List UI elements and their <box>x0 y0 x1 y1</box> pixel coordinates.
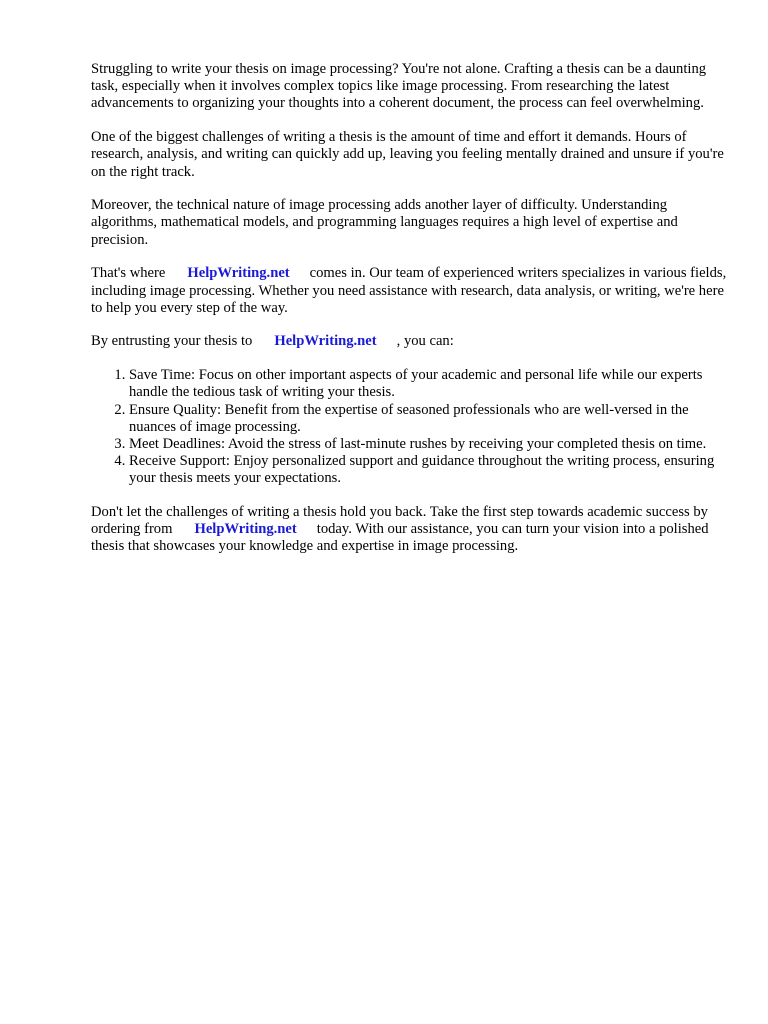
list-item: 4. Receive Support: Enjoy personalized support and guidance throughout the writing process, ensuring your thesis meets your expectations. <box>129 453 727 487</box>
entrust-text-before: By entrusting your thesis to <box>91 333 253 350</box>
closing-text-before: Don't let the challenges of writing a thesis hold you back. Take the first step towards academic success by ordering from <box>91 504 708 538</box>
entrust-text-after: , you can: <box>396 333 454 350</box>
service-paragraph <box>91 265 727 317</box>
helpwriting-link-entrust[interactable]: HelpWriting.net <box>274 333 377 350</box>
benefits-list <box>91 367 727 487</box>
technical-paragraph: Moreover, the technical nature of image processing adds another layer of difficulty. Understanding algorithms, mathematical models, and programming languages requires a high level of expertise and precision. <box>91 197 678 248</box>
closing-text-after: today. With our assistance, you can turn your vision into a polished thesis that showcases your knowledge and expertise in image processing. <box>91 521 709 555</box>
closing-paragraph <box>91 504 727 556</box>
helpwriting-link-closing[interactable]: HelpWriting.net <box>194 521 297 538</box>
entrust-paragraph <box>91 333 727 350</box>
list-item: 2. Ensure Quality: Benefit from the expertise of seasoned professionals who are well-versed in the nuances of image processing. <box>129 402 727 436</box>
list-item: 3. Meet Deadlines: Avoid the stress of last-minute rushes by receiving your completed thesis on time. <box>129 436 727 453</box>
service-text-after: comes in. Our team of experienced writers specializes in various fields, including image processing. Whether you need assistance with research, data analysis, or writing, we're here to help you every step of the way. <box>91 265 727 316</box>
service-text-before: That's where <box>91 265 166 282</box>
helpwriting-link-service[interactable]: HelpWriting.net <box>187 265 290 282</box>
challenges-paragraph: One of the biggest challenges of writing a thesis is the amount of time and effort it demands. Hours of research, analysis, and writing can quickly add up, leaving you feeling mentally drained and unsure if you're on the right track. <box>91 129 724 180</box>
list-item: 1. Save Time: Focus on other important aspects of your academic and personal life while our experts handle the tedious task of writing your thesis. <box>129 367 727 401</box>
intro-paragraph: Struggling to write your thesis on image processing? You're not alone. Crafting a thesis can be a daunting task, especially when it involves complex topics like image processing. From researching the latest advancements to organizing your thoughts into a coherent document, the process can feel overwhelming. <box>91 61 707 112</box>
document-page <box>91 61 727 572</box>
